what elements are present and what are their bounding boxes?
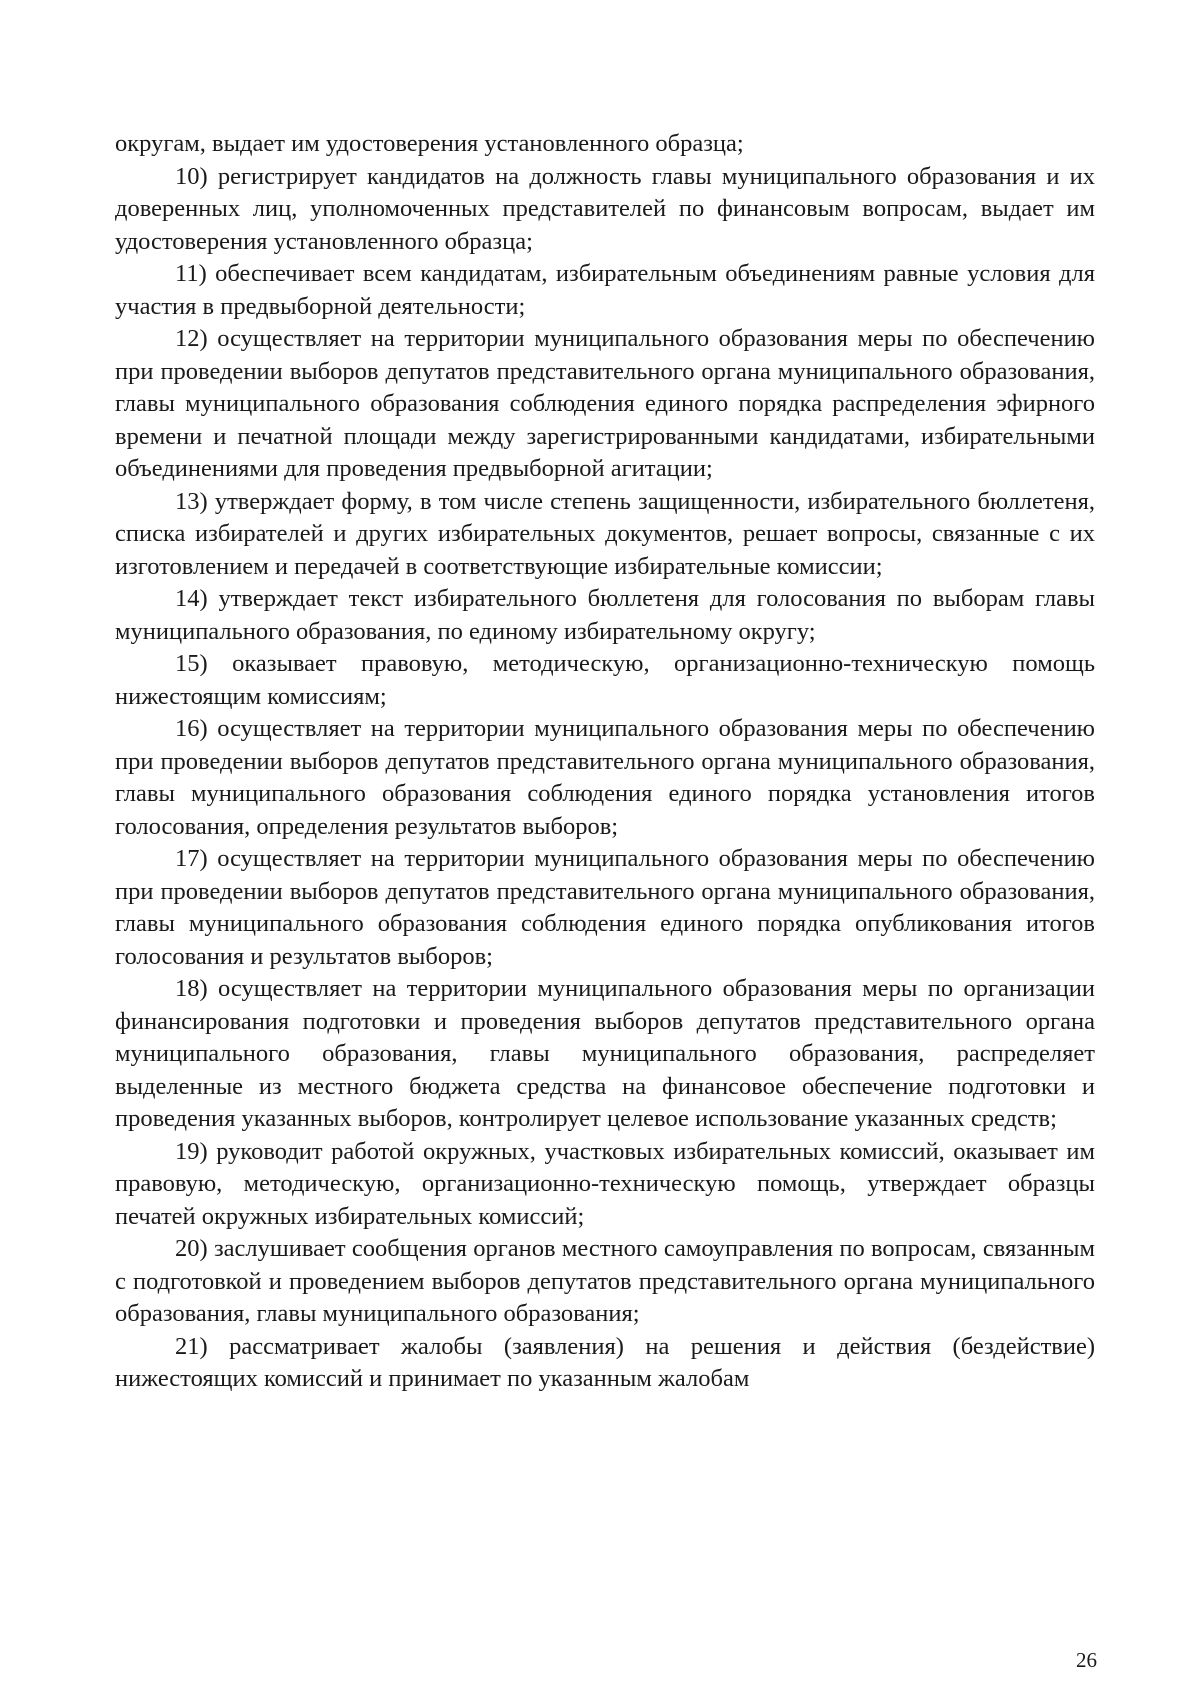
body-text bbox=[115, 128, 1095, 1396]
list-item-11: 11) обеспечивает всем кандидатам, избирательным объединениям равные условия для участия в предвыборной деятельности; bbox=[115, 260, 1095, 320]
list-item-16: 16) осуществляет на территории муниципального образования меры по обеспечению при проведении выборов депутатов представительного органа муниципального образования, главы муниципального образования соблюдения единого порядка установления итогов голосования, определения результатов выборов; bbox=[115, 715, 1095, 840]
list-item-10: 10) регистрирует кандидатов на должность главы муниципального образования и их доверенных лиц, уполномоченных представителей по финансовым вопросам, выдает им удостоверения установленного образца; bbox=[115, 162, 1095, 255]
list-item-15: 15) оказывает правовую, методическую, организационно-техническую помощь нижестоящим комиссиям; bbox=[115, 650, 1095, 710]
list-item-20: 20) заслушивает сообщения органов местного самоуправления по вопросам, связанным с подготовкой и проведением выборов депутатов представительного органа муниципального образования, главы муниципального образования; bbox=[115, 1235, 1095, 1327]
list-item-14: 14) утверждает текст избирательного бюллетеня для голосования по выборам главы муниципального образования, по единому избирательному округу; bbox=[115, 585, 1095, 645]
list-item-21: 21) рассматривает жалобы (заявления) на решения и действия (бездействие) нижестоящих комиссий и принимает по указанным жалобам bbox=[115, 1332, 1095, 1392]
list-item-12: 12) осуществляет на территории муниципального образования меры по обеспечению при проведении выборов депутатов представительного органа муниципального образования, главы муниципального образования соблюдения единого порядка распределения эфирного времени и печатной площади между зарегистрированными кандидатами, избирательными объединениями для проведения предвыборной агитации; bbox=[115, 325, 1095, 482]
list-item-13: 13) утверждает форму, в том числе степень защищенности, избирательного бюллетеня, списка избирателей и других избирательных документов, решает вопросы, связанные с их изготовлением и передачей в соответствующие избирательные комиссии; bbox=[115, 487, 1095, 580]
list-item-18: 18) осуществляет на территории муниципального образования меры по организации финансирования подготовки и проведения выборов депутатов представительного органа муниципального образования, главы муниципального образования, распределяет выделенные из местного бюджета средства на финансовое обеспечение подготовки и проведения указанных выборов, контролирует целевое использование указанных средств; bbox=[115, 975, 1095, 1132]
page-number: 26 bbox=[1076, 1648, 1097, 1672]
list-item-17: 17) осуществляет на территории муниципального образования меры по обеспечению при проведении выборов депутатов представительного органа муниципального образования, главы муниципального образования соблюдения единого порядка опубликования итогов голосования и результатов выборов; bbox=[115, 845, 1095, 970]
continuation-paragraph: округам, выдает им удостоверения установленного образца; bbox=[115, 130, 744, 157]
list-item-19: 19) руководит работой окружных, участковых избирательных комиссий, оказывает им правовую, методическую, организационно-техническую помощь, утверждает образцы печатей окружных избирательных комиссий; bbox=[115, 1137, 1095, 1230]
